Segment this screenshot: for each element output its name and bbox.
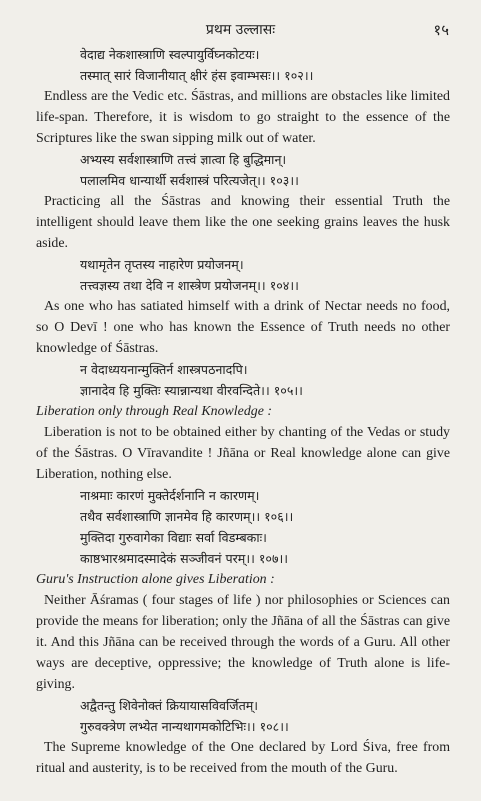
verse-line: न वेदाध्ययनान्मुक्तिर्न शास्त्रपठनादपि। [80,362,248,377]
translation-paragraph: The Supreme knowledge of the One declared by Lord Śiva, free from ritual and austerity, is to be received from the mouth of the Guru. [36,740,450,776]
sanskrit-verse [36,149,450,191]
translation-paragraph: As one who has satiated himself with a drink of Nectar needs no food, so O Devī ! one who has known the Essence of Truth needs no other knowledge of Śāstras. [36,299,450,356]
sanskrit-verse [36,695,450,737]
verse-line: गुरुवक्त्रेण लभ्येत नान्यथागमकोटिभिः।। १०८।। [80,719,289,734]
running-head: प्रथम उल्लासः [205,22,276,38]
verse-line: तत्त्वज्ञस्य तथा देवि न शास्त्रेण प्रयोजनम्।। १०४।। [80,278,299,293]
translation-paragraph: Neither Āśramas ( four stages of life ) nor philosophies or Sciences can provide the means for liberation; only the Jñāna of all the Śāstras can give it. And this Jñāna can be received through the words of a Guru. All other ways are deceptive, oppressive; the knowledge of Truth alone is life-giving. [36,593,450,692]
page-number: १५ [433,21,449,39]
sanskrit-verse [36,44,450,86]
verse-line: नाश्रमाः कारणं मुक्तेर्दर्शनानि न कारणम्। [80,488,260,503]
verse-line: तस्मात् सारं विजानीयात् क्षीरं हंस इवाम्भसः।। १०२।। [80,68,314,83]
verse-line: तथैव सर्वशास्त्राणि ज्ञानमेव हि कारणम्।। १०६।। [80,509,294,524]
page-header [0,20,481,40]
sanskrit-verse [36,359,450,401]
translation-paragraph: Endless are the Vedic etc. Śāstras, and millions are obstacles like limited life-span. Therefore, it is wisdom to go straight to the essence of the Scriptures like the swan sipping milk out of water. [36,89,450,146]
verse-line: पलालमिव धान्यार्थी सर्वशास्त्रं परित्यजेत्।। १०३।। [80,173,299,188]
verse-line: ज्ञानादेव हि मुक्तिः स्यान्नान्यथा वीरवन्दिते।। १०५।। [80,383,303,398]
section-heading: Guru's Instruction alone gives Liberation : [36,572,275,587]
translation-paragraph: Practicing all the Śāstras and knowing their essential Truth the intelligent should leave them like the one seeking grains leaves the husk aside. [36,194,450,251]
verse-line: वेदाद्य नेकशास्त्राणि स्वल्पायुर्विघ्नकोटयः। [80,47,260,62]
verse-line: अभ्यस्य सर्वशास्त्राणि तत्त्वं ज्ञात्वा हि बुद्धिमान्। [80,152,287,167]
verse-line: यथामृतेन तृप्तस्य नाहारेण प्रयोजनम्। [80,257,244,272]
section-heading: Liberation only through Real Knowledge : [36,404,272,419]
page-body [36,44,450,779]
verse-line: काष्ठभारश्रमादस्मादेकं सञ्जीवनं परम्।। १०७।। [80,551,289,566]
translation-paragraph: Liberation is not to be obtained either by chanting of the Vedas or study of the Śāstras. O Vīravandite ! Jñāna or Real knowledge alone can give Liberation, nothing else. [36,425,450,482]
verse-line: मुक्तिदा गुरुवागेका विद्याः सर्वा विडम्बकाः। [80,530,267,545]
verse-line: अद्वैतन्तु शिवेनोक्तं क्रियायासविवर्जितम्। [80,698,259,713]
sanskrit-verse [36,485,450,569]
sanskrit-verse [36,254,450,296]
